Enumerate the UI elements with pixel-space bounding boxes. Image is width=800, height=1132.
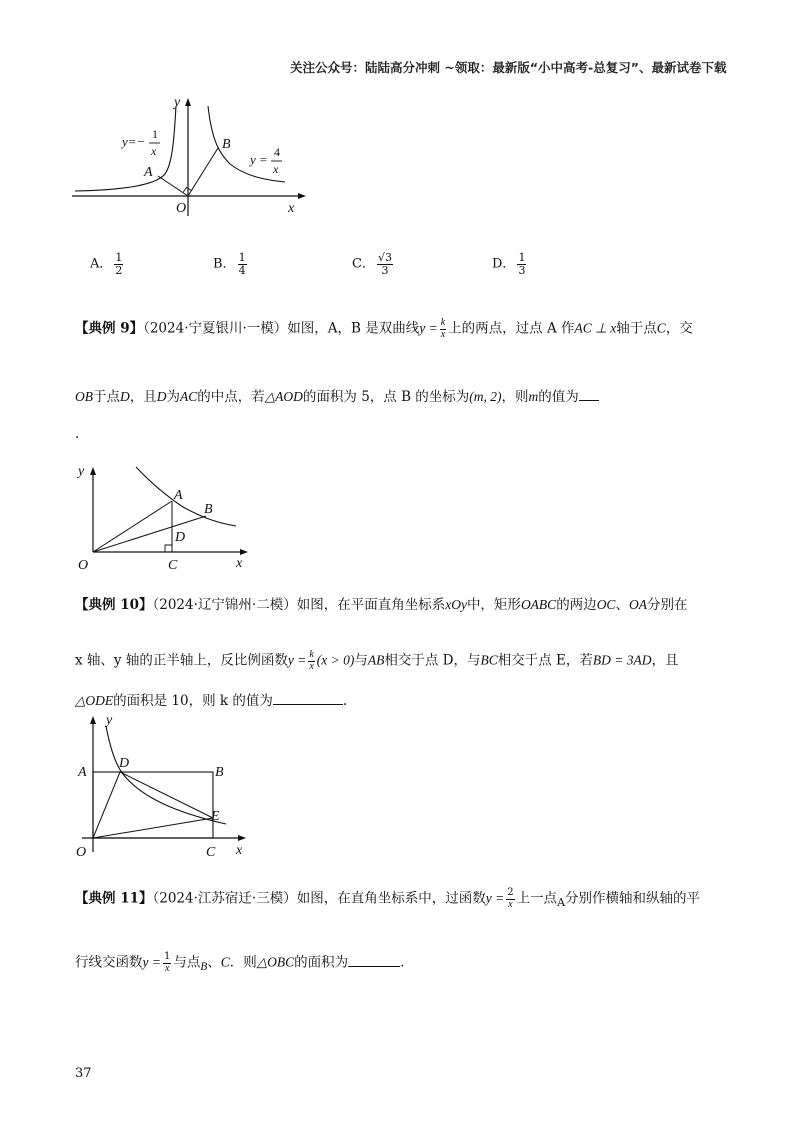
y-axis-label: y (174, 95, 181, 110)
choice-c[interactable] (352, 252, 395, 276)
ex11-eq2-y: y = (142, 954, 161, 970)
ex9-text: 为 (166, 389, 180, 405)
ex11-text: ．则 (229, 954, 257, 971)
ex11-eq1-den: x (508, 898, 513, 910)
choice-a-letter: A． (90, 256, 113, 272)
ex10-ab: AB (367, 652, 385, 668)
example-10-line-1 (75, 598, 687, 613)
ex9-text: ，且 (129, 389, 157, 405)
ex9-m: m (528, 389, 539, 404)
ex9-point-c: C (656, 320, 666, 336)
ex11-point-c: C (220, 954, 230, 970)
choice-d-num: 1 (518, 251, 526, 264)
ex9-eq-den: x (440, 328, 446, 340)
choice-b[interactable] (213, 252, 249, 276)
ex10-text: . (342, 693, 348, 709)
ex10-text: 分别在 (646, 597, 688, 613)
ex9-eq-num: k (440, 317, 446, 328)
right-curve-num: 4 (274, 145, 280, 159)
ex10-eq-num: k (309, 649, 314, 660)
example-9-line-3: . (75, 426, 80, 442)
choice-b-den: 4 (238, 263, 246, 277)
ex11-text: 行线交函数 (75, 954, 143, 971)
choice-b-letter: B． (213, 256, 236, 272)
page-number: 37 (75, 1066, 92, 1081)
fig2-a-label: A (174, 488, 183, 503)
answer-blank-11[interactable] (348, 954, 400, 967)
choice-b-num: 1 (238, 251, 246, 264)
ex10-text: x 轴、y 轴的正半轴上，反比例函数 (75, 652, 288, 669)
left-curve-num: 1 (152, 127, 158, 141)
ex10-text: 相交于点 E，若 (497, 652, 593, 669)
answer-blank-9[interactable] (579, 388, 599, 401)
choice-a-den: 2 (115, 263, 123, 277)
fig3-y-label: y (106, 713, 113, 728)
choice-d-den: 3 (518, 263, 526, 277)
example-11-tag: 【典例 11】 (75, 890, 153, 907)
example-10-line-3 (75, 692, 347, 709)
point-a-label: A (144, 165, 153, 180)
ex10-oabc: OABC (520, 597, 557, 612)
fig2-c-label: C (168, 558, 178, 573)
choice-a[interactable] (90, 252, 125, 276)
figure-3-rectangle (68, 712, 258, 864)
fig3-a-label: A (78, 765, 87, 780)
ex10-text: 的两边 (556, 597, 597, 613)
right-curve-den: x (273, 162, 279, 176)
ex9-text: ，交 (665, 320, 693, 337)
ex9-ac: AC (180, 389, 198, 404)
figure-1-hyperbolas (60, 92, 320, 222)
ex11-text: 上一点 (516, 890, 558, 907)
ex10-text: 中，矩形 (466, 597, 521, 613)
ex10-text: 、 (615, 597, 629, 613)
fig3-e-label: E (211, 809, 220, 824)
fig3-x-label: x (236, 843, 243, 858)
ex11-text: 分别作横轴和纵轴的平 (565, 890, 701, 907)
ex10-text: 相交于点 D，与 (384, 652, 481, 669)
fig2-o-label: O (78, 558, 89, 573)
x-axis-label: x (288, 201, 295, 216)
choice-c-letter: C． (352, 256, 375, 272)
left-curve-label: y=− (122, 134, 146, 149)
fig2-d-label: D (175, 530, 186, 545)
ex9-text: 的中点，若 (197, 389, 265, 405)
ex11-eq2-num: 1 (163, 951, 171, 962)
ex9-text: 的值为 (538, 389, 579, 405)
ex9-ac-perp: AC ⊥ x (574, 320, 617, 336)
ex11-triangle: △OBC (256, 954, 295, 970)
ex9-point-d: D (120, 389, 130, 404)
ex9-coord: (m, 2) (469, 389, 502, 404)
example-9-tag: 【典例 9】 (75, 320, 144, 337)
choice-a-num: 1 (115, 251, 123, 264)
example-9-line-1 (75, 318, 693, 340)
ex9-text: 轴于点 (616, 320, 657, 337)
ex9-triangle: △AOD (264, 389, 303, 404)
example-10-line-2 (75, 650, 679, 672)
ex11-point-b: B (200, 961, 208, 974)
ex10-triangle: △ODE (75, 693, 114, 708)
ex10-text: 的面积是 10，则 k 的值为 (113, 693, 273, 709)
choice-d[interactable] (492, 252, 528, 276)
right-curve-label: y = (250, 152, 268, 167)
fig3-c-label: C (206, 845, 216, 860)
answer-blank-10[interactable] (273, 692, 343, 705)
fig3-b-label: B (215, 765, 224, 780)
point-b-label: B (222, 137, 231, 152)
ex10-oc: OC (596, 597, 616, 612)
ex10-text: （2024·辽宁锦州·二模）如图，在平面直角坐标系 (152, 597, 446, 613)
ex9-text: （2024·宁夏银川·一模）如图，A，B 是双曲线 (143, 320, 420, 337)
choice-d-letter: D． (492, 256, 516, 272)
ex10-eq-cond: (x > 0) (316, 652, 355, 668)
choice-c-num: √3 (377, 251, 392, 264)
ex10-xoy: xOy (445, 597, 467, 612)
ex10-text: ，且 (651, 652, 679, 669)
example-11-line-2 (75, 952, 404, 974)
ex10-eq-den: x (309, 660, 314, 672)
ex11-text: 的面积为 (294, 954, 349, 971)
origin-label: O (176, 201, 187, 216)
ex11-eq1-y: y = (485, 890, 505, 906)
ex9-text: 的面积为 5，点 B 的坐标为 (302, 389, 470, 405)
ex11-eq2-den: x (164, 962, 170, 974)
choice-c-den: 3 (381, 263, 389, 277)
ex9-text: ，则 (501, 389, 529, 405)
ex11-text: （2024·江苏宿迁·三模）如图，在直角坐标系中，过函数 (152, 890, 486, 907)
ex11-text: 、 (207, 954, 221, 971)
ex9-ob: OB (75, 389, 93, 404)
fig2-x-label: x (236, 556, 243, 571)
figure-2-hyperbola (68, 455, 268, 580)
ex10-bc: BC (480, 652, 498, 668)
example-11-line-1 (75, 888, 700, 910)
ex10-cond: BD = 3AD (592, 652, 652, 668)
ex9-text: 上的两点，过点 A 作 (448, 320, 575, 337)
ex11-text: . (400, 954, 405, 971)
fig2-b-label: B (204, 502, 213, 517)
example-10-tag: 【典例 10】 (75, 597, 153, 613)
ex11-eq1-num: 2 (507, 887, 514, 898)
left-curve-den: x (151, 144, 157, 158)
header-note: 关注公众号：陆陆高分冲刺 ~领取：最新版“小中高考-总复习”、最新试卷下载 (290, 60, 727, 75)
ex10-oa: OA (628, 597, 647, 612)
ex11-text: 与点 (173, 954, 201, 971)
ex9-eq-y: y = (419, 320, 438, 336)
ex9-point-d: D (156, 389, 167, 404)
ex10-eq-y: y = (287, 652, 307, 668)
fig2-y-label: y (78, 464, 85, 479)
ex11-point-a: A (557, 896, 566, 910)
fig3-d-label: D (119, 756, 130, 771)
fig3-o-label: O (76, 845, 87, 860)
ex9-text: 于点 (93, 389, 120, 405)
example-9-line-2 (75, 388, 599, 405)
ex10-text: 与 (354, 652, 368, 669)
